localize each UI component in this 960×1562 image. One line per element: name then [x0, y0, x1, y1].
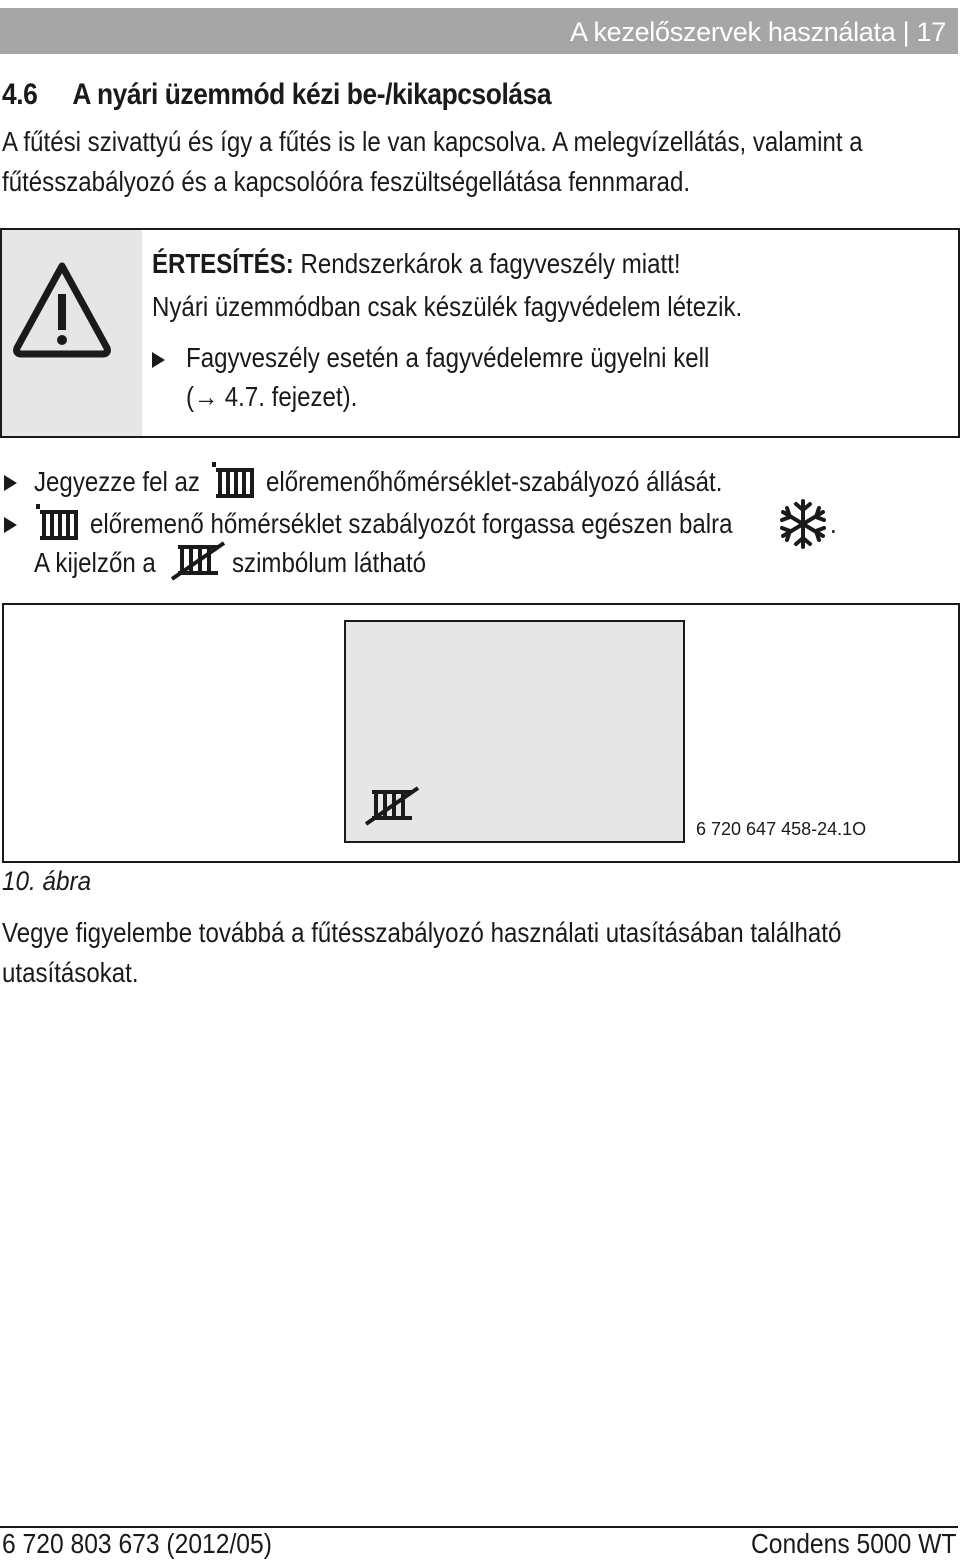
closing-line-1: Vegye figyelembe továbbá a fűtésszabályozó használati utasításában található — [2, 917, 842, 948]
step-3-text-after: szimbólum látható — [232, 547, 427, 578]
step-1-text-after: előremenőhőmérséklet-szabályozó állását. — [266, 466, 723, 497]
step-3-text-before: A kijelzőn a — [34, 547, 156, 578]
footer-document-number: 6 720 803 673 (2012/05) — [2, 1528, 272, 1559]
notice-bullet-line-1: Fagyveszély esetén a fagyvédelemre ügyelni kell — [186, 342, 710, 373]
notice-headline-text: Rendszerkárok a fagyveszély miatt! — [293, 248, 681, 279]
radiator-icon — [210, 460, 258, 502]
radiator-crossed-icon — [170, 541, 226, 581]
snowflake-icon — [778, 498, 828, 550]
arrow-right-icon: → — [194, 381, 219, 412]
closing-line-2: utasításokat. — [2, 957, 139, 988]
radiator-icon — [34, 502, 82, 544]
warning-triangle-icon — [12, 260, 112, 360]
figure-code: 6 720 647 458-24.1O — [696, 819, 867, 839]
notice-headline — [152, 244, 681, 284]
intro-line-1: A fűtési szivattyú és így a fűtés is le van kapcsolva. A melegvízellátás, valamint a — [2, 126, 863, 157]
notice-label: ÉRTESÍTÉS: — [152, 248, 294, 279]
intro-line-2: fűtésszabályozó és a kapcsolóóra feszültségellátása fennmarad. — [2, 166, 691, 197]
step-1-text-before: Jegyezze fel az — [34, 466, 200, 497]
section-title: A nyári üzemmód kézi be-/kikapcsolása — [72, 78, 552, 111]
bullet-triangle-icon — [4, 517, 17, 533]
page-header-bar — [0, 8, 958, 54]
bullet-triangle-icon — [152, 352, 165, 368]
footer-product-name: Condens 5000 WT — [750, 1528, 956, 1559]
radiator-crossed-icon — [364, 786, 420, 826]
step-2-text: előremenő hőmérséklet szabályozót forgassa egészen balra — [90, 508, 733, 539]
notice-line-2: Nyári üzemmódban csak készülék fagyvédelem létezik. — [152, 291, 743, 322]
section-heading — [2, 78, 551, 112]
step-2-period: . — [830, 508, 837, 539]
notice-box — [0, 228, 960, 438]
section-number: 4.6 — [2, 78, 38, 111]
figure-caption: 10. ábra — [2, 866, 92, 896]
page-header-title: A kezelőszervek használata | 17 — [570, 17, 946, 47]
boiler-display — [344, 620, 685, 843]
figure-box — [2, 603, 960, 863]
notice-icon-cell — [2, 230, 142, 436]
bullet-triangle-icon — [4, 475, 17, 491]
notice-bullet-line-2: (→ 4.7. fejezet). — [186, 381, 358, 412]
